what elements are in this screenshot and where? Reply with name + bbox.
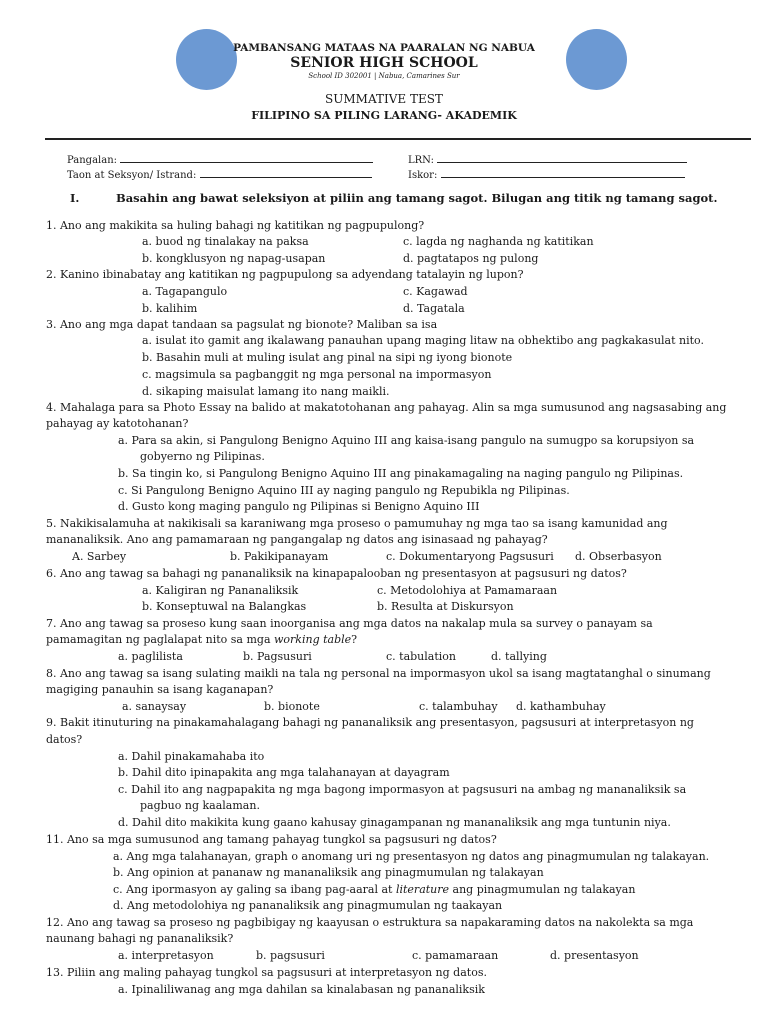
school-id: School ID 302001 | Nabua, Camarines Sur [308,72,460,80]
q6-option-a[interactable]: a. Kaligiran ng Pananaliksik [142,584,299,597]
working-table-term: working table [274,633,352,646]
question-12-line-2: naunang bahagi ng pananaliksik? [46,932,234,945]
lrn-field[interactable] [408,153,687,166]
school-name: PAMBANSANG MATAAS NA PAARALAN NG NABUA [233,42,535,54]
question-7-line-2: pamamagitan ng paglalapat nito sa mga working table? [46,633,358,646]
instruction-number: I. [70,191,80,205]
q1-option-c[interactable]: c. lagda ng naghanda ng katitikan [403,235,594,248]
q5-option-a[interactable]: A. Sarbey [72,550,127,563]
test-title: SUMMATIVE TEST [325,92,443,106]
section-blank[interactable] [200,168,372,178]
question-9-line-1: 9. Bakit itinuturing na pinakamahalagang bahagi ng pananaliksik ang presentasyon, pagsusuri at interpretasyon ng [46,716,694,729]
program-title: SENIOR HIGH SCHOOL [290,55,478,71]
q5-option-b[interactable]: b. Pakikipanayam [230,550,329,563]
q2-option-b[interactable]: b. kalihim [142,302,198,315]
q6-option-c[interactable]: c. Metodolohiya at Pamamaraan [377,584,558,597]
question-4-line-1: 4. Mahalaga para sa Photo Essay na balido at makatotohanan ang pahayag. Alin sa mga sumusunod ang nagsasabing ang [46,401,727,414]
q6-option-b[interactable]: b. Konseptuwal na Balangkas [142,600,307,613]
question-2: 2. Kanino ibinabatay ang katitikan ng pagpupulong sa adyendang tatalayin ng lupon? [46,268,524,281]
section-label: Taon at Seksyon/ Istrand: [67,170,197,181]
q11-option-a[interactable]: a. Ang mga talahanayan, graph o anomang uri ng presentasyon ng datos ang pinagmumulan ng talakayan. [113,850,710,863]
q9-option-c-cont: pagbuo ng kaalaman. [140,799,260,812]
q4-option-d[interactable]: d. Gusto kong maging pangulo ng Pilipinas si Benigno Aquino III [118,500,480,513]
q3-option-a[interactable]: a. isulat ito gamit ang ikalawang panauhan upang maging litaw na obhektibo ang pagkakasulat nito. [142,334,704,347]
score-field[interactable] [408,168,685,181]
q12-option-a[interactable]: a. interpretasyon [118,949,214,962]
lrn-blank[interactable] [437,153,687,163]
q1-option-a[interactable]: a. buod ng tinalakay na paksa [142,235,309,248]
q4-option-c[interactable]: c. Si Pangulong Benigno Aquino III ay naging pangulo ng Repubikla ng Pilipinas. [118,484,570,497]
q2-option-a[interactable]: a. Tagapangulo [142,285,228,298]
literature-term: literature [395,883,450,896]
q3-option-c[interactable]: c. magsimula sa pagbanggit ng mga personal na impormasyon [142,368,492,381]
q11-option-d[interactable]: d. Ang metodolohiya ng pananaliksik ang pinagmumulan ng taakayan [113,899,503,912]
q8-option-d[interactable]: d. kathambuhay [516,700,606,713]
question-9-line-2: datos? [46,733,83,746]
q11-option-b[interactable]: b. Ang opinion at pananaw ng mananaliksik ang pinagmumulan ng talakayan [113,866,544,879]
question-13: 13. Piliin ang maling pahayag tungkol sa pagsusuri at interpretasyon ng datos. [46,966,487,979]
score-blank[interactable] [441,168,685,178]
q7-option-d[interactable]: d. tallying [491,650,547,663]
q3-option-b[interactable]: b. Basahin muli at muling isulat ang pinal na sipi ng iyong bionote [142,351,513,364]
q6-option-d[interactable]: b. Resulta at Diskursyon [377,600,514,613]
subject-title: FILIPINO SA PILING LARANG- AKADEMIK [251,109,517,122]
question-7-line-1: 7. Ano ang tawag sa proseso kung saan inoorganisa ang mga datos na nakalap mula sa survey o panayam sa [46,617,653,630]
q9-option-c[interactable]: c. Dahil ito ang nagpapakita ng mga bagong impormasyon at pagsusuri na ambag ng mananaliksik sa [118,783,687,796]
question-1: 1. Ano ang makikita sa huling bahagi ng katitikan ng pagpupulong? [46,219,425,232]
q4-option-a[interactable]: a. Para sa akin, si Pangulong Benigno Aquino III ang kaisa-isang pangulo na sumugpo sa korupsiyon sa [118,434,695,447]
question-12-line-1: 12. Ano ang tawag sa proseso ng pagbibigay ng kaayusan o estruktura sa napakaraming datos na nakolekta sa mga [46,916,694,929]
q7-option-c[interactable]: c. tabulation [386,650,456,663]
q8-option-b[interactable]: b. bionote [264,700,320,713]
q3-option-d[interactable]: d. sikaping maisulat lamang ito nang maikli. [142,385,390,398]
name-field[interactable] [67,153,373,166]
lrn-label: LRN: [408,155,434,166]
question-4-line-2: pahayag ay katotohanan? [46,417,189,430]
q4-option-b[interactable]: b. Sa tingin ko, si Pangulong Benigno Aquino III ang pinakamagaling na naging pangulo ng Pilipinas. [118,467,684,480]
question-3: 3. Ano ang mga dapat tandaan sa pagsulat ng bionote? Maliban sa isa [46,318,438,331]
q8-option-a[interactable]: a. sanaysay [122,700,187,713]
q2-option-c[interactable]: c. Kagawad [403,285,468,298]
header-divider [45,138,751,140]
q12-option-b[interactable]: b. pagsusuri [256,949,325,962]
question-5-line-1: 5. Nakikisalamuha at nakikisali sa karaniwang mga proseso o pamumuhay ng mga tao sa isang kamunidad ang [46,517,668,530]
q12-option-c[interactable]: c. pamamaraan [412,949,499,962]
q9-option-d[interactable]: d. Dahil dito makikita kung gaano kahusay ginagampanan ng mananaliksik ang mga tuntunin niya. [118,816,671,829]
q12-option-d[interactable]: d. presentasyon [550,949,639,962]
q13-option-a[interactable]: a. Ipinaliliwanag ang mga dahilan sa kinalabasan ng pananaliksik [118,983,485,996]
q5-option-d[interactable]: d. Obserbasyon [575,550,662,563]
q2-option-d[interactable]: d. Tagatala [403,302,465,315]
question-8-line-2: magiging panauhin sa isang kaganapan? [46,683,274,696]
question-6: 6. Ano ang tawag sa bahagi ng pananaliksik na kinapapalooban ng presentasyon at pagsusuri ng datos? [46,567,627,580]
question-8-line-1: 8. Ano ang tawag sa isang sulating maikli na tala ng personal na impormasyon ukol sa isang magtatanghal o sinumang [46,667,711,680]
instruction-text: Basahin ang bawat seleksiyon at piliin ang tamang sagot. Bilugan ang titik ng tamang sagot. [116,191,718,205]
q7-option-a[interactable]: a. paglilista [118,650,183,663]
q9-option-b[interactable]: b. Dahil dito ipinapakita ang mga talahanayan at dayagram [118,766,450,779]
q1-option-d[interactable]: d. pagtatapos ng pulong [403,252,539,265]
question-11: 11. Ano sa mga sumusunod ang tamang pahayag tungkol sa pagsusuri ng datos? [46,833,497,846]
q1-option-b[interactable]: b. kongklusyon ng napag-usapan [142,252,326,265]
q8-option-c[interactable]: c. talambuhay [419,700,498,713]
q7-option-b[interactable]: b. Pagsusuri [243,650,312,663]
q5-option-c[interactable]: c. Dokumentaryong Pagsusuri [386,550,554,563]
q4-option-a-cont: gobyerno ng Pilipinas. [140,450,265,463]
q9-option-a[interactable]: a. Dahil pinakamahaba ito [118,750,265,763]
q11-option-c[interactable]: c. Ang ipormasyon ay galing sa ibang pag-aaral at literature ang pinagmumulan ng talakayan [113,883,636,896]
name-label: Pangalan: [67,155,118,166]
question-5-line-2: mananaliksik. Ano ang pamamaraan ng pangangalap ng datos ang isinasaad ng pahayag? [46,533,548,546]
section-field[interactable] [67,168,372,181]
name-blank[interactable] [120,153,373,163]
score-label: Iskor: [408,170,438,181]
